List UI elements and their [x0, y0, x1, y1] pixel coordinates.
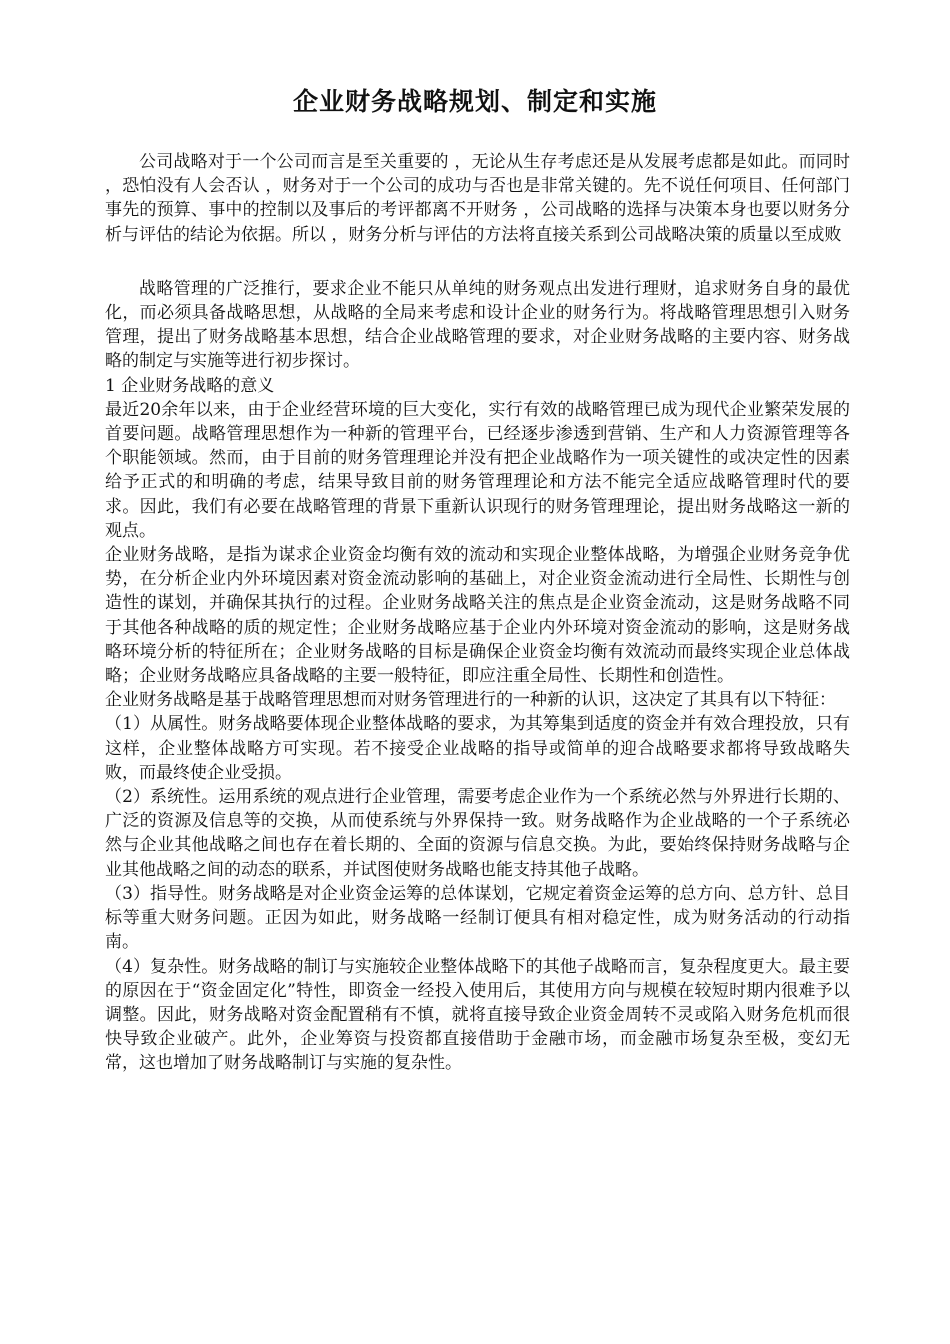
feature-item: （2）系统性。运用系统的观点进行企业管理，需要考虑企业作为一个系统必然与外界进行长期的、广泛的资源及信息等的交换，从而使系统与外界保持一致。财务战略作为企业战略的一个子系统必然与企业其他战略之间也存在着长期的、全面的资源与信息交换。为此，要始终保持财务战略与企业其他战略之间的动态的联系，并试图使财务战略也能支持其他子战略。	[105, 787, 850, 880]
feature-item: （3）指导性。财务战略是对企业资金运筹的总体谋划，它规定着资金运筹的总方向、总方针、总目标等重大财务问题。正因为如此，财务战略一经制订便具有相对稳定性，成为财务活动的行动指南。	[105, 883, 850, 953]
strategy-management-paragraph: 战略管理的广泛推行，要求企业不能只从单纯的财务观点出发进行理财，追求财务自身的最优化，而必须具备战略思想，从战略的全局来考虑和设计企业的财务行为。将战略管理思想引入财务管理，提出了财务战略基本思想，结合企业战略管理的要求，对企业财务战略的主要内容、财务战略的制定与实施等进行初步探讨。	[105, 278, 850, 372]
features-intro-paragraph: 企业财务战略是基于战略管理思想而对财务管理进行的一种新的认识，这决定了其具有以下特征：	[105, 690, 836, 711]
section-heading: 1 企业财务战略的意义	[105, 375, 275, 396]
document-body	[105, 150, 850, 1076]
feature-item: （4）复杂性。财务战略的制订与实施较企业整体战略下的其他子战略而言，复杂程度更大。最主要的原因在于“资金固定化”特性，即资金一经投入使用后，其使用方向与规模在较短时期内很难予以调整。因此，财务战略对资金配置稍有不慎，就将直接导致企业资金周转不灵或陷入财务危机而很快导致企业破产。此外，企业筹资与投资都直接借助于金融市场，而金融市场复杂至极，变幻无常，这也增加了财务战略制订与实施的复杂性。	[105, 956, 850, 1074]
definition-paragraph: 企业财务战略，是指为谋求企业资金均衡有效的流动和实现企业整体战略，为增强企业财务竞争优势，在分析企业内外环境因素对资金流动影响的基础上，对企业资金流动进行全局性、长期性与创造性的谋划，并确保其执行的过程。企业财务战略关注的焦点是企业资金流动，这是财务战略不同于其他各种战略的质的规定性；企业财务战略应基于企业内外环境对资金流动的影响，这是财务战略环境分析的特征所在；企业财务战略的目标是确保企业资金均衡有效流动而最终实现企业总体战略；企业财务战略应具备战略的主要一般特征，即应注重全局性、长期性和创造性。	[105, 545, 850, 687]
feature-item: （1）从属性。财务战略要体现企业整体战略的要求，为其筹集到适度的资金并有效合理投放，只有这样，企业整体战略方可实现。若不接受企业战略的指导或简单的迎合战略要求都将导致战略失败，而最终使企业受损。	[105, 714, 850, 783]
document-title: 企业财务战略规划、制定和实施	[292, 87, 657, 116]
paragraph-spacer	[105, 247, 850, 277]
intro-paragraph: 公司战略对于一个公司而言是至关重要的 ，无论从生存考虑还是从发展考虑都是如此。而同时 ，恐怕没有人会否认 ，财务对于一个公司的成功与否也是非常关键的。先不说任何项目、任何部门事先的预算、事中的控制以及事后的考评都离不开财务 ，公司战略的选择与决策本身也要以财务分析与评估的结论为依据。所以 ，财务分析与评估的方法将直接关系到公司战略决策的质量以至成败	[105, 152, 850, 245]
background-paragraph: 最近20余年以来，由于企业经营环境的巨大变化，实行有效的战略管理已成为现代企业繁荣发展的首要问题。战略管理思想作为一种新的管理平台，已经逐步渗透到营销、生产和人力资源管理等各个职能领域。然而，由于目前的财务管理理论并没有把企业战略作为一项关键性的或决定性的因素给予正式的和明确的考虑，结果导致目前的财务管理理论和方法不能完全适应战略管理时代的要求。因此，我们有必要在战略管理的背景下重新认识现行的财务管理理论，提出财务战略这一新的观点。	[105, 399, 850, 541]
